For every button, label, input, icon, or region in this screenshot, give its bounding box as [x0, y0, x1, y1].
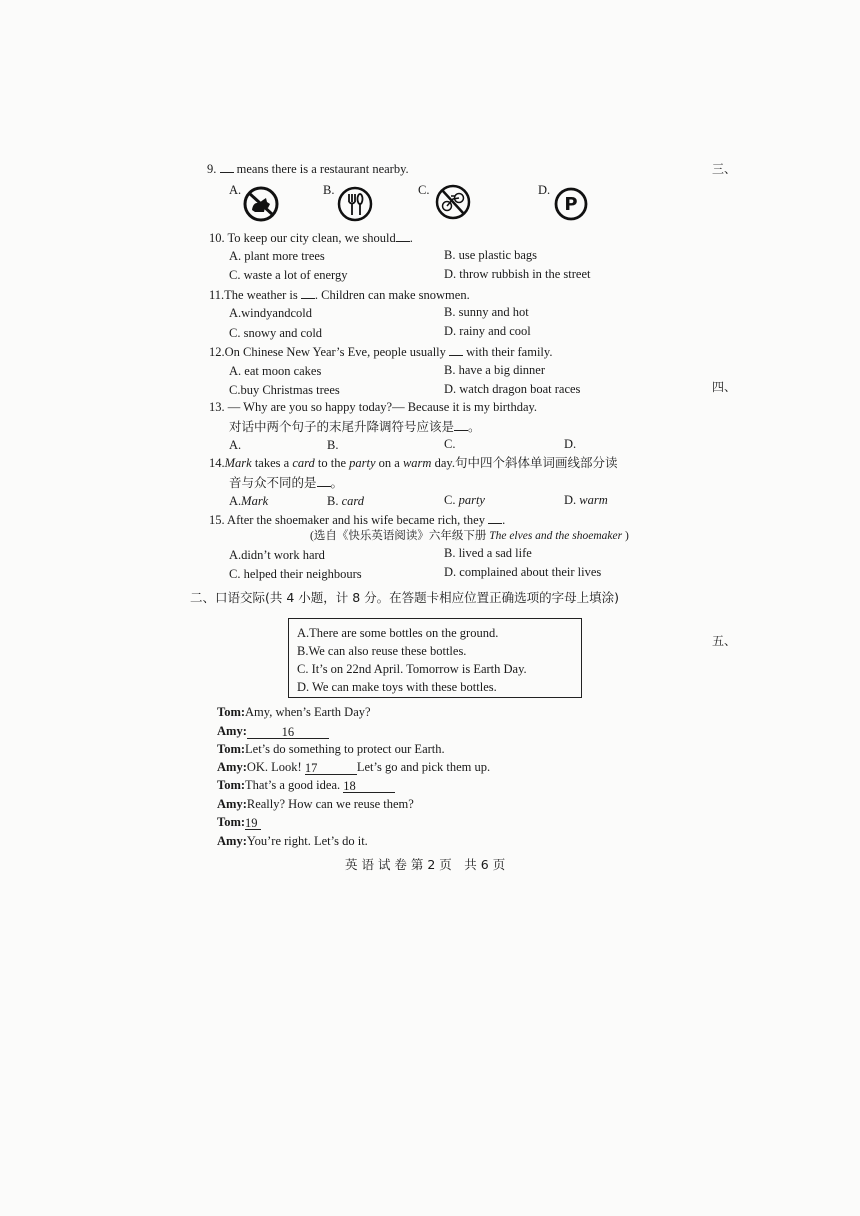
q13-option-b: B.	[327, 438, 339, 452]
parking-icon	[552, 186, 590, 222]
answer-blank	[396, 230, 410, 242]
question-text: 音与众不同的是	[229, 476, 317, 490]
dialogue-line	[217, 724, 329, 739]
answer-blank-18	[343, 779, 395, 793]
answer-blank	[449, 344, 463, 356]
question-text: on a	[375, 456, 403, 470]
margin-mark: 五、	[712, 634, 737, 648]
speaker: Amy:	[217, 797, 247, 811]
dialogue-line	[217, 705, 371, 720]
q14-option-d	[564, 493, 608, 508]
line-text: Let’s do something to protect our Earth.	[245, 742, 445, 756]
line-text: That’s a good idea.	[245, 778, 344, 792]
q13-option-d: D.	[564, 437, 577, 451]
question-number: 14.	[209, 456, 225, 470]
option-word: card	[341, 494, 365, 508]
speaker: Amy:	[217, 724, 247, 738]
option-word: warm	[579, 493, 608, 507]
italic-word: card	[292, 456, 315, 470]
box-option-a: A.There are some bottles on the ground.	[297, 626, 499, 640]
line-text: Amy, when’s Earth Day?	[245, 705, 371, 719]
box-option-c: C. It’s on 22nd April. Tomorrow is Earth Day.	[297, 662, 527, 676]
question-13-stem: 13. — Why are you so happy today?— Because it is my birthday.	[209, 400, 538, 414]
answer-blank-19	[245, 816, 261, 830]
q12-option-a: A. eat moon cakes	[229, 364, 322, 378]
question-14-stem	[209, 456, 617, 471]
source-text: (选自《快乐英语阅读》六年级下册	[310, 530, 490, 542]
parking-letter: P	[564, 194, 578, 215]
question-text: 10. To keep our city clean, we should	[209, 231, 396, 245]
speaker: Tom:	[217, 705, 246, 719]
option-letter: A.	[229, 494, 242, 508]
restaurant-icon	[336, 185, 374, 223]
page-footer: 英 语 试 卷 第 2 页 共 6 页	[345, 857, 506, 872]
question-text: 对话中两个句子的末尾升降调符号应该是	[229, 420, 455, 434]
speaker: Tom:	[217, 742, 246, 756]
box-option-b: B.We can also reuse these bottles.	[297, 644, 467, 658]
answer-blank	[317, 475, 331, 487]
italic-word: Mark	[224, 456, 252, 470]
question-text: 。	[468, 420, 481, 434]
dialogue-line	[217, 760, 490, 775]
q10-option-b: B. use plastic bags	[444, 248, 538, 262]
options-box	[288, 618, 582, 698]
speaker: Tom:	[217, 815, 246, 829]
q15-option-b: B. lived a sad life	[444, 546, 532, 560]
line-text: Let’s go and pick them up.	[356, 760, 491, 774]
q12-option-b: B. have a big dinner	[444, 363, 546, 377]
q10-option-a: A. plant more trees	[229, 249, 325, 263]
question-12-stem	[209, 344, 552, 360]
answer-blank	[454, 419, 468, 431]
question-11-stem	[209, 287, 470, 303]
line-text: You’re right. Let’s do it.	[246, 834, 368, 848]
answer-blank	[488, 512, 502, 524]
q14-option-b	[327, 494, 364, 509]
question-text-end: .	[409, 231, 413, 245]
question-text: . Children can make snowmen.	[314, 288, 470, 302]
option-letter: D.	[564, 493, 580, 507]
q15-option-a: A.didn’t work hard	[229, 548, 325, 562]
question-10-stem	[209, 230, 413, 246]
italic-word: warm	[402, 456, 432, 470]
question-text: with their family.	[466, 345, 553, 359]
q11-option-a: A.windyandcold	[229, 306, 312, 320]
q11-option-d: D. rainy and cool	[444, 324, 531, 338]
question-text: day.句中四个斜体单词画线部分读	[431, 456, 618, 470]
speaker: Tom:	[217, 778, 246, 792]
option-word: Mark	[241, 494, 269, 508]
section-heading: 二、口语交际(共 4 小题，计 8 分。在答题卡相应位置正确选项的字母上填涂)	[190, 590, 620, 605]
q13-option-a: A.	[229, 438, 242, 452]
question-text: takes a	[251, 456, 293, 470]
question-text: means there is a restaurant nearby.	[236, 162, 409, 176]
speaker: Amy:	[217, 834, 247, 848]
q11-option-c: C. snowy and cold	[229, 326, 323, 340]
question-text: 。	[330, 476, 344, 490]
question-13-instruction	[229, 419, 481, 435]
option-word: party	[458, 493, 485, 507]
blank-number: 18	[343, 779, 356, 793]
line-text: OK. Look!	[246, 760, 305, 774]
box-option-d: D. We can make toys with these bottles.	[297, 680, 497, 694]
question-text: to the	[314, 456, 350, 470]
q14-option-c	[444, 493, 485, 508]
q15-option-c: C. helped their neighbours	[229, 567, 362, 581]
question-text: 11.The weather is	[209, 288, 298, 302]
italic-word: party	[349, 456, 376, 470]
q11-option-b: B. sunny and hot	[444, 305, 529, 319]
question-number: 9.	[207, 162, 217, 176]
dialogue-line	[217, 815, 261, 830]
blank-number: 16	[281, 725, 295, 739]
answer-blank	[220, 161, 234, 173]
source-title: The elves and the shoemaker	[489, 530, 623, 542]
question-15-stem	[209, 512, 505, 528]
option-d-letter: D.	[538, 183, 551, 197]
option-a-letter: A.	[229, 183, 242, 197]
margin-mark: 四、	[712, 380, 737, 394]
blank-number: 19	[245, 816, 258, 830]
speaker: Amy:	[217, 760, 247, 774]
dialogue-line	[217, 797, 414, 812]
option-letter: B.	[327, 494, 342, 508]
answer-blank	[301, 287, 315, 299]
q10-option-d: D. throw rubbish in the street	[444, 267, 591, 281]
question-text: 15. After the shoemaker and his wife became rich, they	[209, 513, 485, 527]
question-14-instruction	[229, 475, 343, 491]
option-c-letter: C.	[418, 183, 430, 197]
question-text: 12.On Chinese New Year’s Eve, people usually	[209, 345, 446, 359]
q13-option-c: C.	[444, 437, 456, 451]
answer-blank-17	[305, 761, 357, 775]
question-15-source	[310, 529, 629, 544]
q12-option-c: C.buy Christmas trees	[229, 383, 340, 397]
blank-number: 17	[304, 761, 318, 775]
option-b-letter: B.	[323, 183, 335, 197]
source-text: )	[622, 530, 629, 542]
dialogue-line	[217, 834, 368, 849]
question-text: .	[502, 513, 506, 527]
no-dog-icon	[241, 186, 281, 222]
line-text: Really? How can we reuse them?	[246, 797, 414, 811]
dialogue-line	[217, 778, 395, 793]
answer-blank-16	[247, 725, 329, 739]
q14-option-a	[229, 494, 268, 509]
q10-option-c: C. waste a lot of energy	[229, 268, 348, 282]
margin-mark: 三、	[712, 162, 737, 176]
q15-option-d: D. complained about their lives	[444, 565, 602, 579]
no-bicycle-icon	[433, 183, 473, 221]
dialogue-line	[217, 742, 445, 757]
question-9-stem	[207, 161, 409, 177]
option-letter: C.	[444, 493, 459, 507]
q12-option-d: D. watch dragon boat races	[444, 382, 581, 396]
